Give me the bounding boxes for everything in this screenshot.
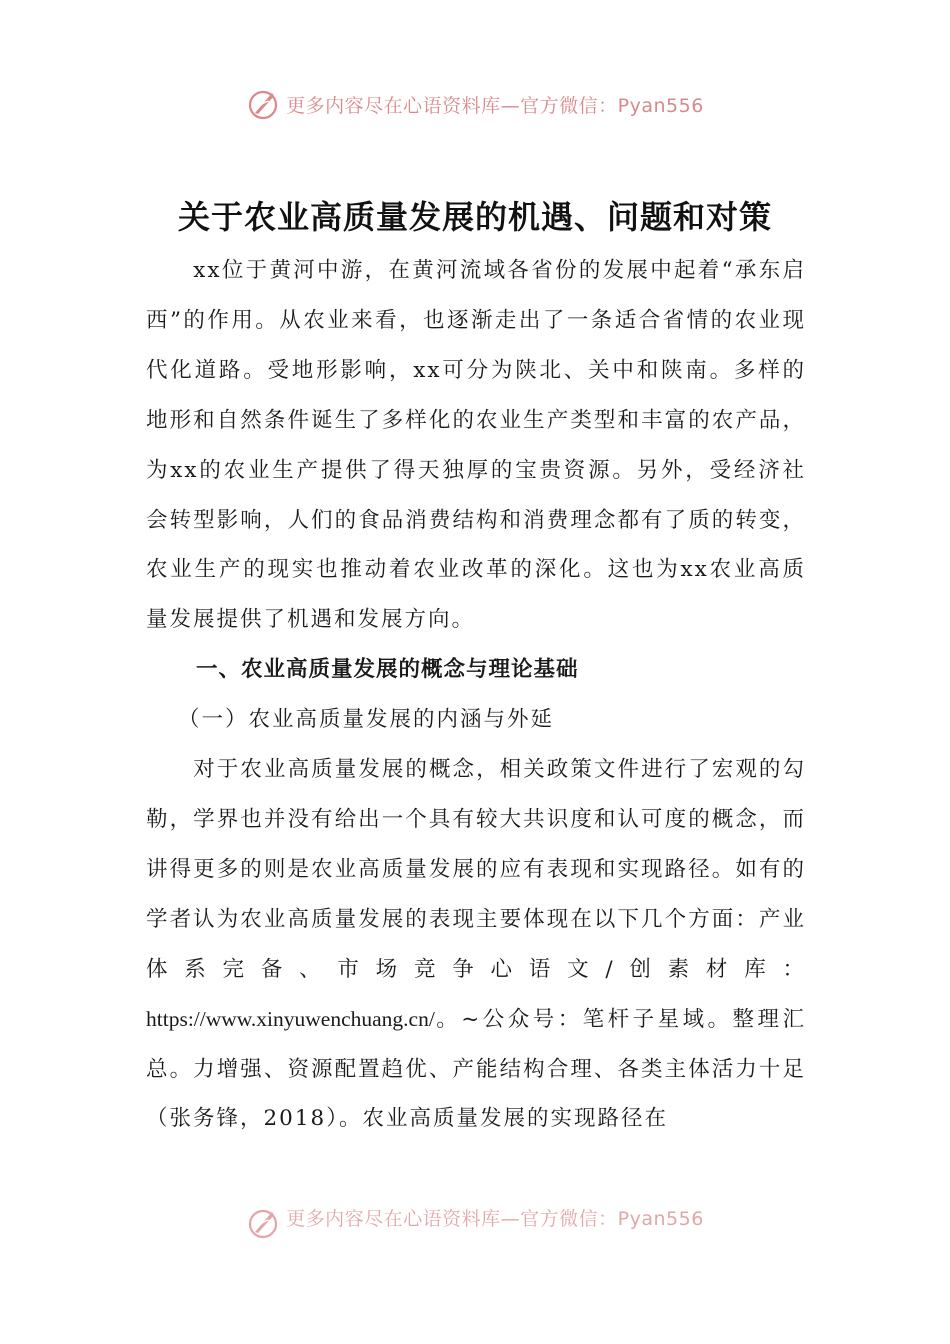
quill-pen-circle-logo-icon xyxy=(246,1206,280,1240)
quill-pen-circle-logo-icon xyxy=(246,87,280,121)
footer-watermark xyxy=(0,1205,950,1241)
concept-paragraph-text-a: 对于农业高质量发展的概念，相关政策文件进行了宏观的勾勒，学界也并没有给出一个具有较大共识度和认可度的概念，而讲得更多的则是农业高质量发展的应有表现和实现路径。如有的学者认为农业高质量发展的表现主要体现在以下几个方面：产业体系完备、市场竞争心语文/创素材库： xyxy=(146,757,806,982)
concept-paragraph xyxy=(146,745,806,1144)
intro-paragraph: xx位于黄河中游，在黄河流域各省份的发展中起着“承东启西”的作用。从农业来看，也逐渐走出了一条适合省情的农业现代化道路。受地形影响，xx可分为陕北、关中和陕南。多样的地形和自然条件诞生了多样化的农业生产类型和丰富的农产品，为xx的农业生产提供了得天独厚的宝贵资源。另外，受经济社会转型影响，人们的食品消费结构和消费理念都有了质的转变，农业生产的现实也推动着农业改革的深化。这也为xx农业高质量发展提供了机遇和发展方向。 xyxy=(146,258,806,633)
website-link[interactable]: https://www.xinyuwenchuang.cn/ xyxy=(146,1006,435,1031)
footer-watermark-text: 更多内容尽在心语资料库—官方微信：Pyan556 xyxy=(286,1207,704,1230)
subsection-heading-1: （一）农业高质量发展的内涵与外延 xyxy=(178,707,555,733)
concept-paragraph-text-b: 。~公众号：笔杆子星域。整理汇总。力增强、资源配置趋优、产能结构合理、各类主体活力十足（张务锋，2018）。农业高质量发展的实现路径在 xyxy=(146,1006,806,1132)
header-watermark xyxy=(0,84,950,124)
header-watermark-text: 更多内容尽在心语资料库—官方微信：Pyan556 xyxy=(286,94,704,117)
section-heading-1: 一、农业高质量发展的概念与理论基础 xyxy=(196,657,579,683)
document-body xyxy=(146,246,806,1144)
document-title: 关于农业高质量发展的机遇、问题和对策 xyxy=(177,198,772,236)
